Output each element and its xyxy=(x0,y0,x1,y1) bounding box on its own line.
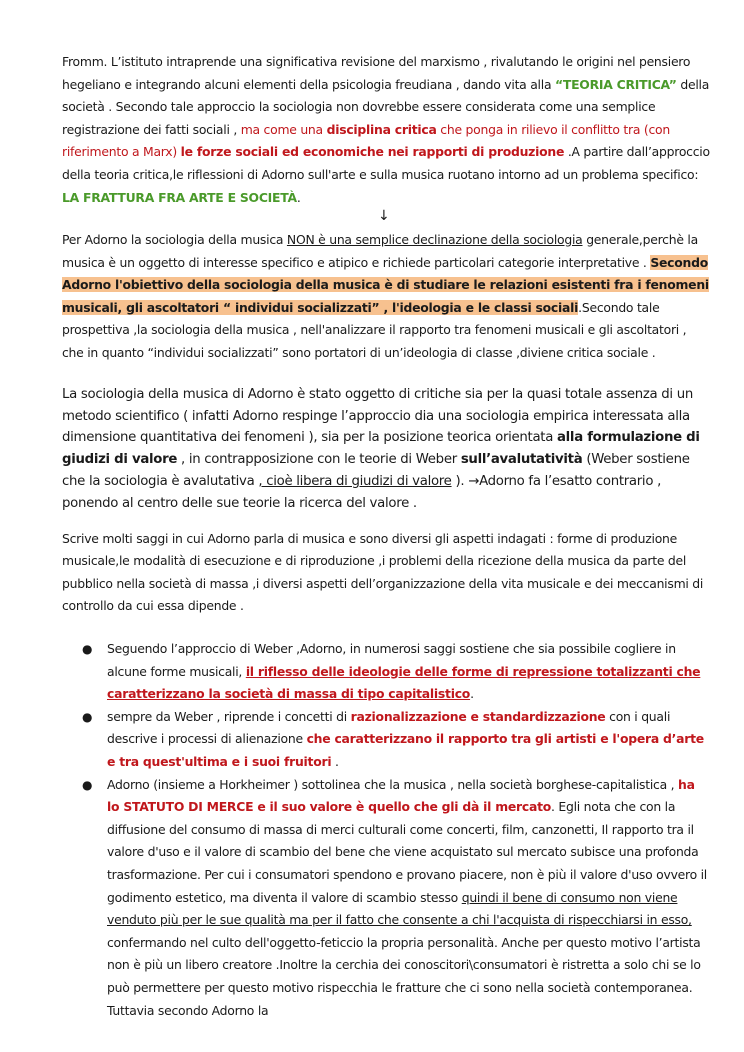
red-underlined-text: il riflesso delle ideologie delle forme di repressione totalizzanti che caratterizzano la società di massa di tipo capitalistico xyxy=(107,663,701,702)
underlined-text: NON è una semplice declinazione della sociologia xyxy=(286,232,583,247)
text: generale,perchè la musica è un oggetto di interesse specifico e atipico e richiede particolari categorie interpretative . xyxy=(62,232,698,270)
list-item xyxy=(80,638,710,706)
text: .Secondo tale prospettiva ,la sociologia della musica , nell'analizzare il rapporto tra fenomeni musicali e gli ascoltatori , che in quanto “individui socializzati” sono portatori di un’ideologia di classe ,diviene critica sociale . xyxy=(62,299,687,360)
text: Scrive molti saggi in cui Adorno parla di musica e sono diversi gli aspetti indagati : forme di produzione musicale,le modalità di esecuzione e di riproduzione ,i problemi della ricezione della musica da parte del pubblico nella società di massa ,i diversi aspetti dell’organizzazione della vita musicale e dei meccanismi di controllo da cui essa dipende . xyxy=(62,531,704,613)
text: Adorno (insieme a Horkheimer ) sottolinea che la musica , nella società borghese-capitalistica , xyxy=(107,776,679,792)
text: . xyxy=(331,753,339,769)
underlined-text: quindi il bene di consumo non viene venduto più per le sue qualità ma per il fatto che consente a chi l'acquista di rispecchiarsi in esso, xyxy=(107,889,692,928)
text: con i quali descrive i processi di alienazione xyxy=(107,708,671,747)
red-bold-text: razionalizzazione e standardizzazione xyxy=(350,708,606,724)
text: ). →Adorno fa l’esatto contrario , ponendo al centro delle sue teorie la ricerca del valore . xyxy=(62,473,662,511)
paragraph-teoria-critica xyxy=(62,51,710,209)
red-bold-text: le forze sociali ed economiche nei rapporti di produzione xyxy=(180,144,565,160)
green-bold-text: LA FRATTURA FRA ARTE E SOCIETÀ xyxy=(62,189,297,205)
text: . xyxy=(470,686,474,702)
red-bold-text: disciplina critica xyxy=(326,121,437,137)
paragraph-saggi xyxy=(62,528,710,617)
paragraph-sociologia-musica xyxy=(62,229,710,365)
highlight-teoria-critica: “TEORIA CRITICA” xyxy=(554,76,677,92)
text: .A partire dall’approccio della teoria critica,le riflessioni di Adorno sull'arte e sulla musica ruotano intorno ad un problema specifico: xyxy=(62,144,710,182)
down-arrow-icon: ↓ xyxy=(378,208,390,224)
red-text: che ponga in rilievo il conflitto tra (con riferimento a Marx) xyxy=(62,121,670,160)
text: . xyxy=(296,189,301,205)
bullet-icon: ● xyxy=(82,642,93,656)
text: (Weber sostiene che la sociologia è avalutativa xyxy=(62,452,690,489)
text: . Egli nota che con la diffusione del consumo di massa di merci culturali come concerti, film, canzonetti, Il rapporto tra il valore d'uso e il valore di scambio del bene che viene acquistato sul mercato subisce una profonda trasformazione. Per cui i consumatori spendono e provano piacere, non è più il valore d'uso ovvero il godimento estetico, ma diventa il valore di scambio stesso xyxy=(107,799,707,905)
highlighted-text: Secondo Adorno l'obiettivo della sociologia della musica è di studiare le relazioni esistenti fra i fenomeni musicali, gli ascoltatori “ individui socializzati” , l'ideologia e le classi sociali xyxy=(62,254,709,315)
red-bold-text: ha lo STATUTO DI MERCE e il suo valore è quello che gli dà il mercato xyxy=(107,776,695,815)
bullet-icon: ● xyxy=(82,777,93,792)
list-item xyxy=(80,774,710,1023)
text: Per Adorno la sociologia della musica xyxy=(62,232,287,247)
paragraph-critiche xyxy=(62,384,710,514)
bold-text: alla formulazione di giudizi di valore xyxy=(62,430,700,468)
bullet-icon: ● xyxy=(82,709,93,724)
bullet-list xyxy=(80,638,710,1022)
text: , in contrapposizione con le teorie di Weber xyxy=(177,452,461,468)
list-item xyxy=(80,706,710,774)
underlined-text: , cioè libera di giudizi di valore xyxy=(258,473,452,489)
red-text: ma come una xyxy=(240,121,327,137)
text: confermando nel culto dell'oggetto-feticcio la propria personalità. Anche per questo motivo l’artista non è più un libero creatore .Inoltre la cerchia dei conoscitori\consumatori è ristretta a solo chi se lo può permettere per questo motivo rispecchia le fratture che ci sono nella società contemporanea. Tuttavia secondo Adorno la xyxy=(107,934,701,1018)
text: La sociologia della musica di Adorno è stato oggetto di critiche sia per la quasi totale assenza di un metodo scientifico ( infatti Adorno respinge l’approccio dia una sociologia empirica interessata alla dimensione quantitativa dei fenomeni ), sia per la posizione teorica orientata xyxy=(62,387,694,446)
text: Seguendo l’approccio di Weber ,Adorno, in numerosi saggi sostiene che sia possibile cogliere in alcune forme musicali, xyxy=(107,641,676,679)
bold-text: sull’avalutatività xyxy=(460,452,583,468)
text: sempre da Weber , riprende i concetti di xyxy=(107,708,351,724)
text: della società . Secondo tale approccio la sociologia non dovrebbe essere considerata come una semplice registrazione dei fatti sociali , xyxy=(62,76,710,137)
text: Fromm. L’istituto intraprende una significativa revisione del marxismo , rivalutando le origini nel pensiero hegeliano e integrando alcuni elementi della psicologia freudiana , dando vita alla xyxy=(62,54,691,92)
red-bold-text: che caratterizzano il rapporto tra gli artisti e l'opera d’arte e tra quest'ultima e i suoi fruitori xyxy=(107,731,704,769)
